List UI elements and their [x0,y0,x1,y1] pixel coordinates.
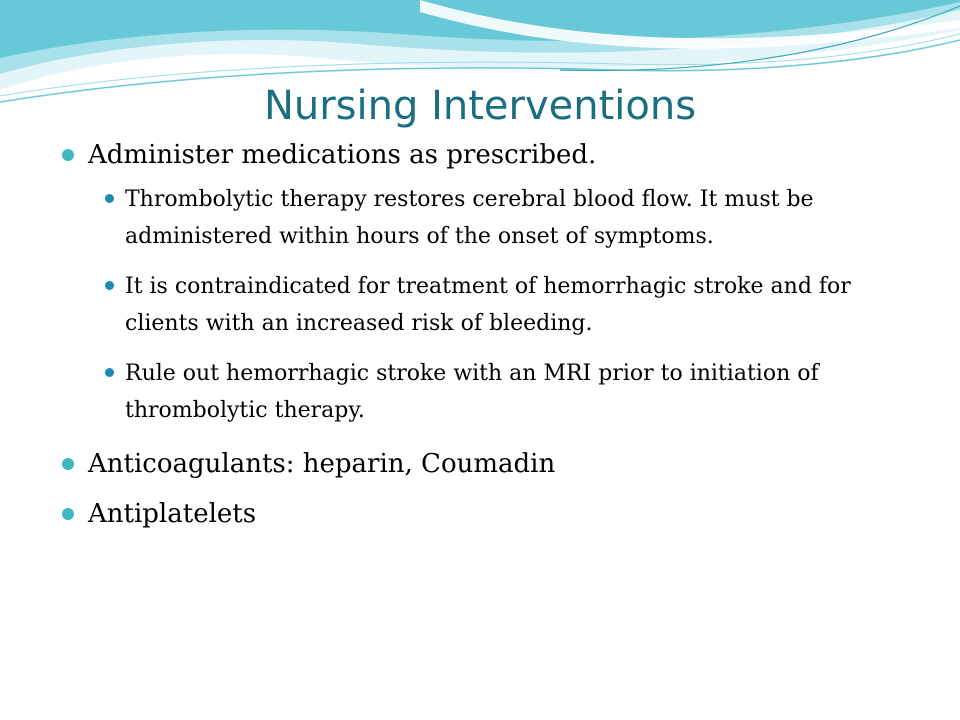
bullet-dot-icon [62,149,74,161]
sub-bullet-text: It is contraindicated for treatment of hemorrhagic stroke and for clients with an increased risk of bleeding. [125,274,851,336]
sub-bullet-text: Rule out hemorrhagic stroke with an MRI prior to initiation of thrombolytic therapy. [125,361,819,423]
bullet-item-administer-medications [0,136,908,174]
bullet-text: Antiplatelets [88,499,257,529]
sub-bullet-text: Thrombolytic therapy restores cerebral blood flow. It must be administered within hours of the onset of symptoms. [125,187,814,249]
sub-bullet-dot-icon [105,194,114,203]
sub-bullet-rule-out-mri [0,355,905,429]
bullet-item-anticoagulants [0,445,908,483]
bullet-text: Anticoagulants: heparin, Coumadin [88,449,556,479]
sub-bullet-contraindicated [0,268,905,342]
bullet-dot-icon [62,458,74,470]
sub-bullet-dot-icon [105,281,114,290]
bullet-dot-icon [62,508,74,520]
slide-title: Nursing Interventions [263,83,697,129]
sub-bullet-dot-icon [105,368,114,377]
sub-bullet-thrombolytic-therapy [0,181,905,255]
bullet-text: Administer medications as prescribed. [88,140,597,170]
bullet-list [0,136,960,533]
bullet-item-antiplatelets [0,495,908,533]
